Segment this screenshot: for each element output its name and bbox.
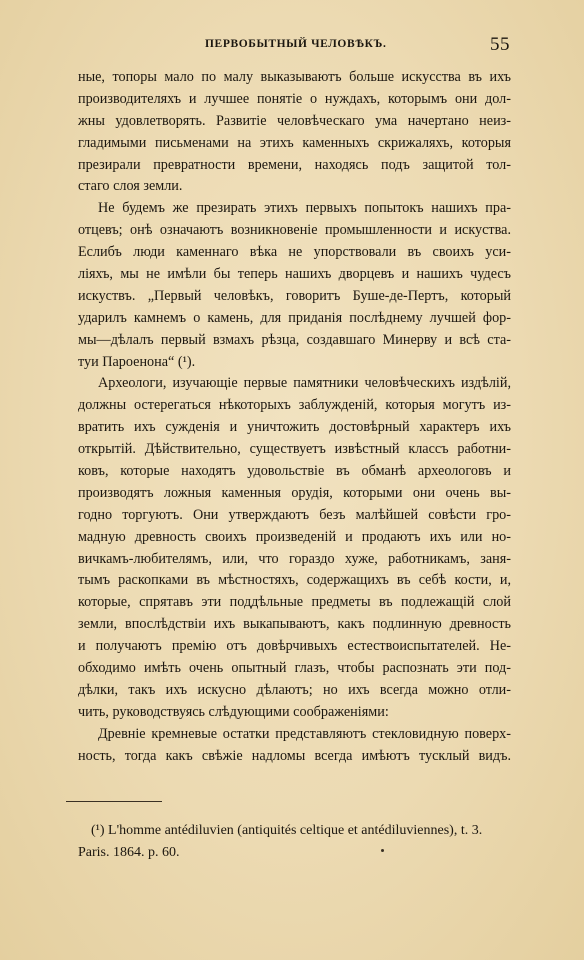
body-text (78, 67, 511, 768)
text-line: туи Пароенона“ (¹). (78, 353, 196, 370)
text-line: земли, впослѣдствіи ихъ выкапываютъ, какъ подлинную древность (78, 616, 511, 633)
footnote-divider (66, 801, 162, 802)
text-line: должны остерегаться нѣкоторыхъ заблужденій, которыя могутъ из- (78, 397, 511, 414)
text-line: производителяхъ и лучшее понятіе о нуждахъ, которымъ они дол- (78, 90, 511, 107)
text-line: тымъ раскопками въ мѣстностяхъ, содержащихъ въ себѣ кости, и, (78, 572, 511, 589)
text-line: ударилъ камнемъ о камень, для приданія послѣднему лучшей фор- (78, 309, 511, 326)
text-line: и получаютъ премію отъ довѣрчивыхъ естествоиспытателей. Не- (78, 638, 511, 655)
footnote (78, 820, 511, 864)
text-line: мадную древность своихъ произведеній и продаютъ ихъ или но- (78, 528, 511, 545)
text-line: стаго слоя земли. (78, 178, 183, 195)
paragraph-start-line: Археологи, изучающіе первые памятники человѣческихъ издѣлій, (98, 375, 511, 392)
text-line: ліяхъ, мы не имѣли бы теперь нашихъ дворцевъ и нашихъ чудесъ (78, 266, 511, 283)
text-line: ные, топоры мало по малу выказываютъ больше искусства въ ихъ (78, 69, 511, 85)
text-line: чить, руководствуясь слѣдующими соображеніями: (78, 703, 389, 720)
running-title: ПЕРВОБЫТНЫЙ ЧЕЛОВѢКЪ. (205, 38, 387, 50)
text-line: гладимыми письменами на этихъ каменныхъ скрижаляхъ, которыя (78, 134, 511, 151)
text-line: открытій. Дѣйствительно, существуетъ извѣстный классъ работни- (78, 441, 511, 458)
paragraph-start-line: Не будемъ же презирать этихъ первыхъ попытокъ нашихъ пра- (98, 200, 511, 217)
text-line: ковъ, которые находятъ удовольствіе въ обманѣ археологовъ и (78, 463, 511, 480)
page-number: 55 (490, 34, 510, 55)
footnote-line: Paris. 1864. p. 60. (78, 845, 180, 860)
text-line: обходимо имѣть очень опытный глазъ, чтобы распознать эти под- (78, 660, 511, 677)
text-line: которые, спрятавъ эти поддѣльные предметы въ подлежащій слой (78, 594, 511, 611)
text-line: мы—дѣлалъ первый взмахъ рѣзца, создавшаго Минерву и всѣ ста- (78, 331, 511, 348)
footnote-line: (¹) L'homme antédiluvien (antiquités celtique et antédiluviennes), t. 3. (91, 823, 483, 838)
text-line: искуствъ. „Первый человѣкъ, говоритъ Буше-де-Пертъ, который (78, 287, 511, 304)
text-line: дѣлки, такъ ихъ искусно дѣлаютъ; но ихъ всегда можно отли- (78, 681, 511, 698)
text-line: Еслибъ люди каменнаго вѣка не упорствовали въ своихъ уси- (78, 244, 511, 261)
page-header (0, 34, 584, 56)
ink-speck (381, 849, 384, 852)
text-line: вратить ихъ сужденія и уничтожить достовѣрный характеръ ихъ (78, 419, 511, 436)
text-line: отцевъ; онѣ означаютъ возникновеніе промышленности и искуства. (78, 222, 511, 239)
text-line: ность, тогда какъ свѣжіе надломы всегда имѣютъ тусклый видъ. (78, 747, 511, 764)
paragraph-start-line: Древніе кремневые остатки представляютъ стекловидную поверх- (98, 725, 511, 742)
text-line: вичкамъ-любителямъ, или, что гораздо хуже, работникамъ, заня- (78, 550, 511, 567)
text-line: годно торгуютъ. Они утверждаютъ безъ малѣйшей совѣсти гро- (78, 506, 511, 523)
text-line: производятъ ложныя каменныя орудія, которыми они очень вы- (78, 484, 511, 501)
text-line: презирали превратности времени, находясь подъ защитой тол- (78, 156, 511, 173)
text-line: жны удовлетворять. Развитіе человѣческаго ума начертано неиз- (78, 112, 511, 129)
